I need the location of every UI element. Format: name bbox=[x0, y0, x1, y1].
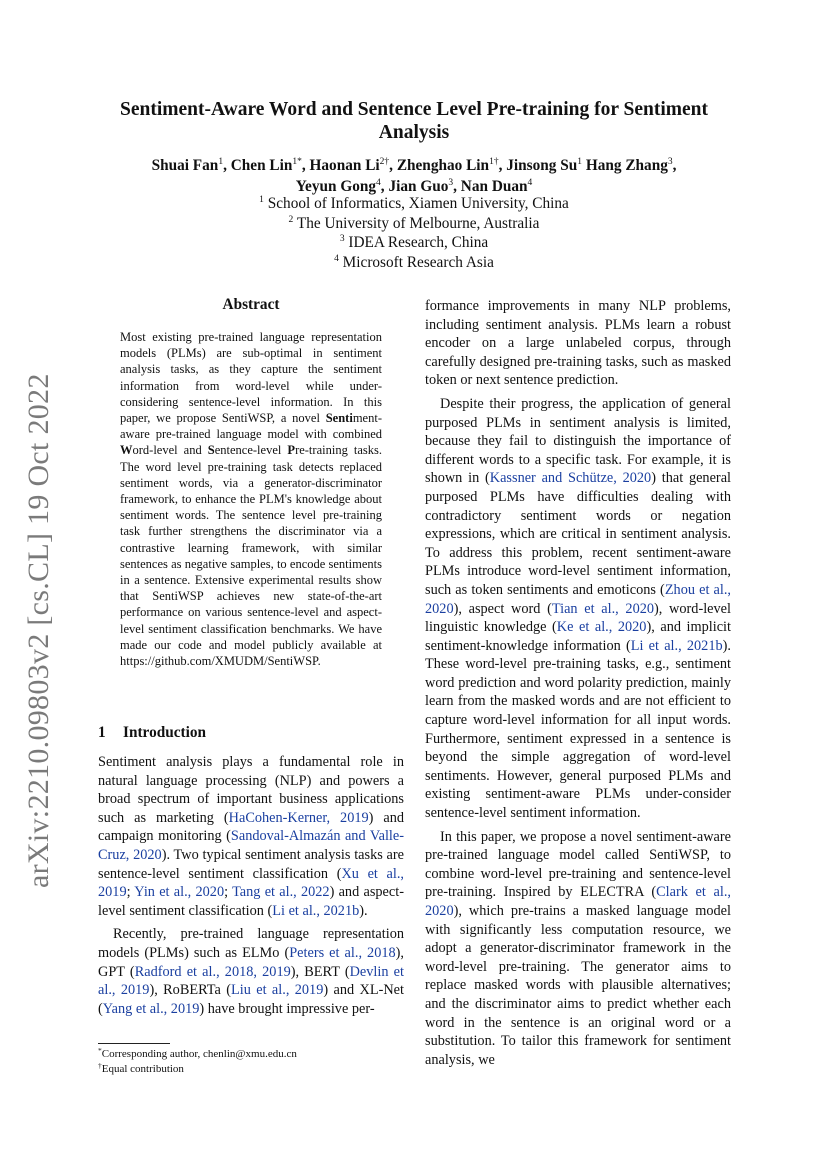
citation-link[interactable]: Sandoval-Almazán and Valle-Cruz, 2020 bbox=[98, 828, 404, 863]
affiliation-list bbox=[96, 194, 732, 272]
citation-link[interactable]: Tian et al., 2020 bbox=[551, 600, 655, 617]
citation-link[interactable]: Li et al., 2021b bbox=[630, 637, 723, 654]
paragraph: formance improvements in many NLP problems, including sentiment analysis. PLMs learn a robust encoder on a large unlabeled corpus, through carefully designed pre-training tasks, such as masked token or next sentence prediction. bbox=[425, 298, 731, 389]
citation-link[interactable]: Liu et al., 2019 bbox=[231, 982, 324, 999]
affiliation: $^2$ The University of Melbourne, Australia bbox=[288, 214, 540, 232]
paragraph: Sentiment analysis plays a fundamental role in natural language processing (NLP) and powers a broad spectrum of important business applications such as marketing (HaCohen-Kerner, 2019) and campaign monitoring (Sandoval-Almazán and Valle-Cruz, 2020). Two typical sentiment analysis tasks are sentence-level sentiment classification (Xu et al., 2019; Yin et al., 2020; Tang et al., 2022) and aspect-level sentiment classification (Li et al., 2021b). bbox=[98, 754, 405, 919]
footnote: *Corresponding author, chenlin@xmu.edu.cn bbox=[98, 1046, 297, 1060]
paragraph: In this paper, we propose a novel sentiment-aware pre-trained language model called SentiWSP, to combine word-level pre-training and sentence-level pre-training. Inspired by ELECTRA (Clark et al., 2020), which pre-trains a masked language model with significantly less computation resource, we adopt a generator-discriminator framework in the word-level pre-training. The generator aims to replace masked words with plausible alternatives; and the discriminator aims to predict whether each word in the sentence is an original word or a substitution. To tailor this framework for sentiment analysis, we bbox=[425, 828, 731, 1068]
citation-link[interactable]: Kassner and Schütze, 2020 bbox=[489, 470, 652, 487]
affiliation: $^4$ Microsoft Research Asia bbox=[334, 253, 494, 271]
paragraph: Recently, pre-trained language representation models (PLMs) such as ELMo (Peters et al., 2018), GPT (Radford et al., 2018, 2019), BERT (Devlin et al., 2019), RoBERTa (Liu et al., 2019) and XL-Net (Yang et al., 2019) have brought impressive per- bbox=[98, 926, 405, 1017]
citation-link[interactable]: Li et al., 2021b bbox=[272, 902, 360, 919]
citation-link[interactable]: Yin et al., 2020 bbox=[134, 884, 225, 901]
author-list: Shuai Fan$^1$, Chen Lin$^{1*}$, Haonan $Li^{2\dagger}$, Zhenghao Lin$^{1\dagger}$, Jinsong Su$^1$ Hang Zhang$^3$, Yeyun Gong$^4$, Jian Guo$^3$, Nan Duan$^4$ bbox=[151, 157, 677, 195]
author: Hang Zhang$^3$ bbox=[585, 157, 673, 174]
right-column bbox=[425, 297, 731, 1069]
citation-link[interactable]: Yang et al., 2019 bbox=[102, 1000, 200, 1017]
citation-link[interactable]: Tang et al., 2022 bbox=[232, 884, 330, 901]
author: Chen Lin$^{1*}$ bbox=[230, 157, 302, 174]
citation-link[interactable]: Zhou et al., 2020 bbox=[425, 581, 731, 617]
citation-link[interactable]: Peters et al., 2018 bbox=[289, 944, 396, 961]
affiliation: $^1$ School of Informatics, Xiamen University, China bbox=[259, 195, 569, 212]
footnote: †Equal contribution bbox=[98, 1060, 184, 1075]
section-title: Introduction bbox=[123, 724, 207, 741]
affiliation: $^3$ IDEA Research, China bbox=[339, 234, 489, 251]
paragraph: Despite their progress, the application of general purposed PLMs in sentiment analysis is limited, because they fail to distinguish the importance of different words to a specific task. For example, it is shown in (Kassner and Schütze, 2020) that general purposed PLMs have difficulties dealing with contradictory sentiment words or negation expressions, which are critical in sentiment analysis. To address this problem, recent sentiment-aware PLMs introduce word-level sentiment information, such as token sentiments and emoticons (Zhou et al., 2020), aspect word (Tian et al., 2020), word-level linguistic knowledge (Ke et al., 2020), and implicit sentiment-knowledge information (Li et al., 2021b). These word-level pre-training tasks, e.g., sentiment word prediction and word polarity prediction, mainly learn from the masked words and are not efficient to capture word-level information for all input words. Furthermore, sentiment expressed in a sentence is beyond the simple aggregation of word-level sentiments. However, general purposed PLMs and existing sentiment-aware PLMs under-consider sentence-level sentiment information. bbox=[425, 395, 732, 822]
citation-link[interactable]: Xu et al., 2019 bbox=[98, 865, 405, 901]
author: Yeyun Gong$^4$ bbox=[295, 178, 381, 195]
abstract-heading: Abstract bbox=[222, 296, 280, 313]
left-column bbox=[98, 753, 404, 1018]
section-heading bbox=[98, 724, 206, 742]
author: Jinsong Su$^1$ bbox=[506, 157, 582, 174]
author: Jian Guo$^3$ bbox=[388, 178, 454, 195]
citation-link[interactable]: Devlin et al., 2019 bbox=[98, 963, 405, 999]
citation-link[interactable]: Radford et al., 2018, 2019 bbox=[134, 963, 291, 980]
citation-link[interactable]: Clark et al., 2020 bbox=[425, 884, 731, 919]
author: Nan Duan$^4$ bbox=[460, 178, 533, 195]
footnotes bbox=[98, 1047, 404, 1076]
paper-title: Sentiment-Aware Word and Sentence Level Pre-training for Sentiment Analysis bbox=[119, 99, 708, 143]
section-number: 1 bbox=[98, 724, 106, 741]
citation-link[interactable]: Ke et al., 2020 bbox=[556, 619, 647, 636]
arxiv-identifier: arXiv:2210.09803v2 [cs.CL] 19 Oct 2022 bbox=[22, 373, 55, 888]
author: Shuai Fan$^1$ bbox=[151, 157, 224, 174]
author: Haonan $Li^{2\dagger}$ bbox=[309, 157, 390, 174]
citation-link[interactable]: HaCohen-Kerner, 2019 bbox=[228, 809, 369, 826]
author: Zhenghao Lin$^{1\dagger}$ bbox=[396, 157, 499, 174]
abstract-text: Most existing pre-trained language representation models (PLMs) are sub-optimal in sentiment analysis tasks, as they capture the sentiment information from word-level while under-considering sentence-level information. In this paper, we propose SentiWSP, a novel Sentiment-aware pre-trained language model with combined Word-level and Sentence-level Pre-training tasks. The word level pre-training task detects replaced sentiment words, via a generator-discriminator framework, to enhance the PLM's knowledge about sentiment words. The sentence level pre-training task further strengthens the discriminator via a contrastive learning framework, with similar sentences as negative samples, to encode sentiments in a sentence. Extensive experimental results show that SentiWSP achieves new state-of-the-art performance on various sentence-level and aspect-level sentiment classification benchmarks. We have made our code and model publicly available at https://github.com/XMUDM/SentiWSP. bbox=[120, 330, 382, 669]
footnote-divider bbox=[98, 1043, 170, 1044]
